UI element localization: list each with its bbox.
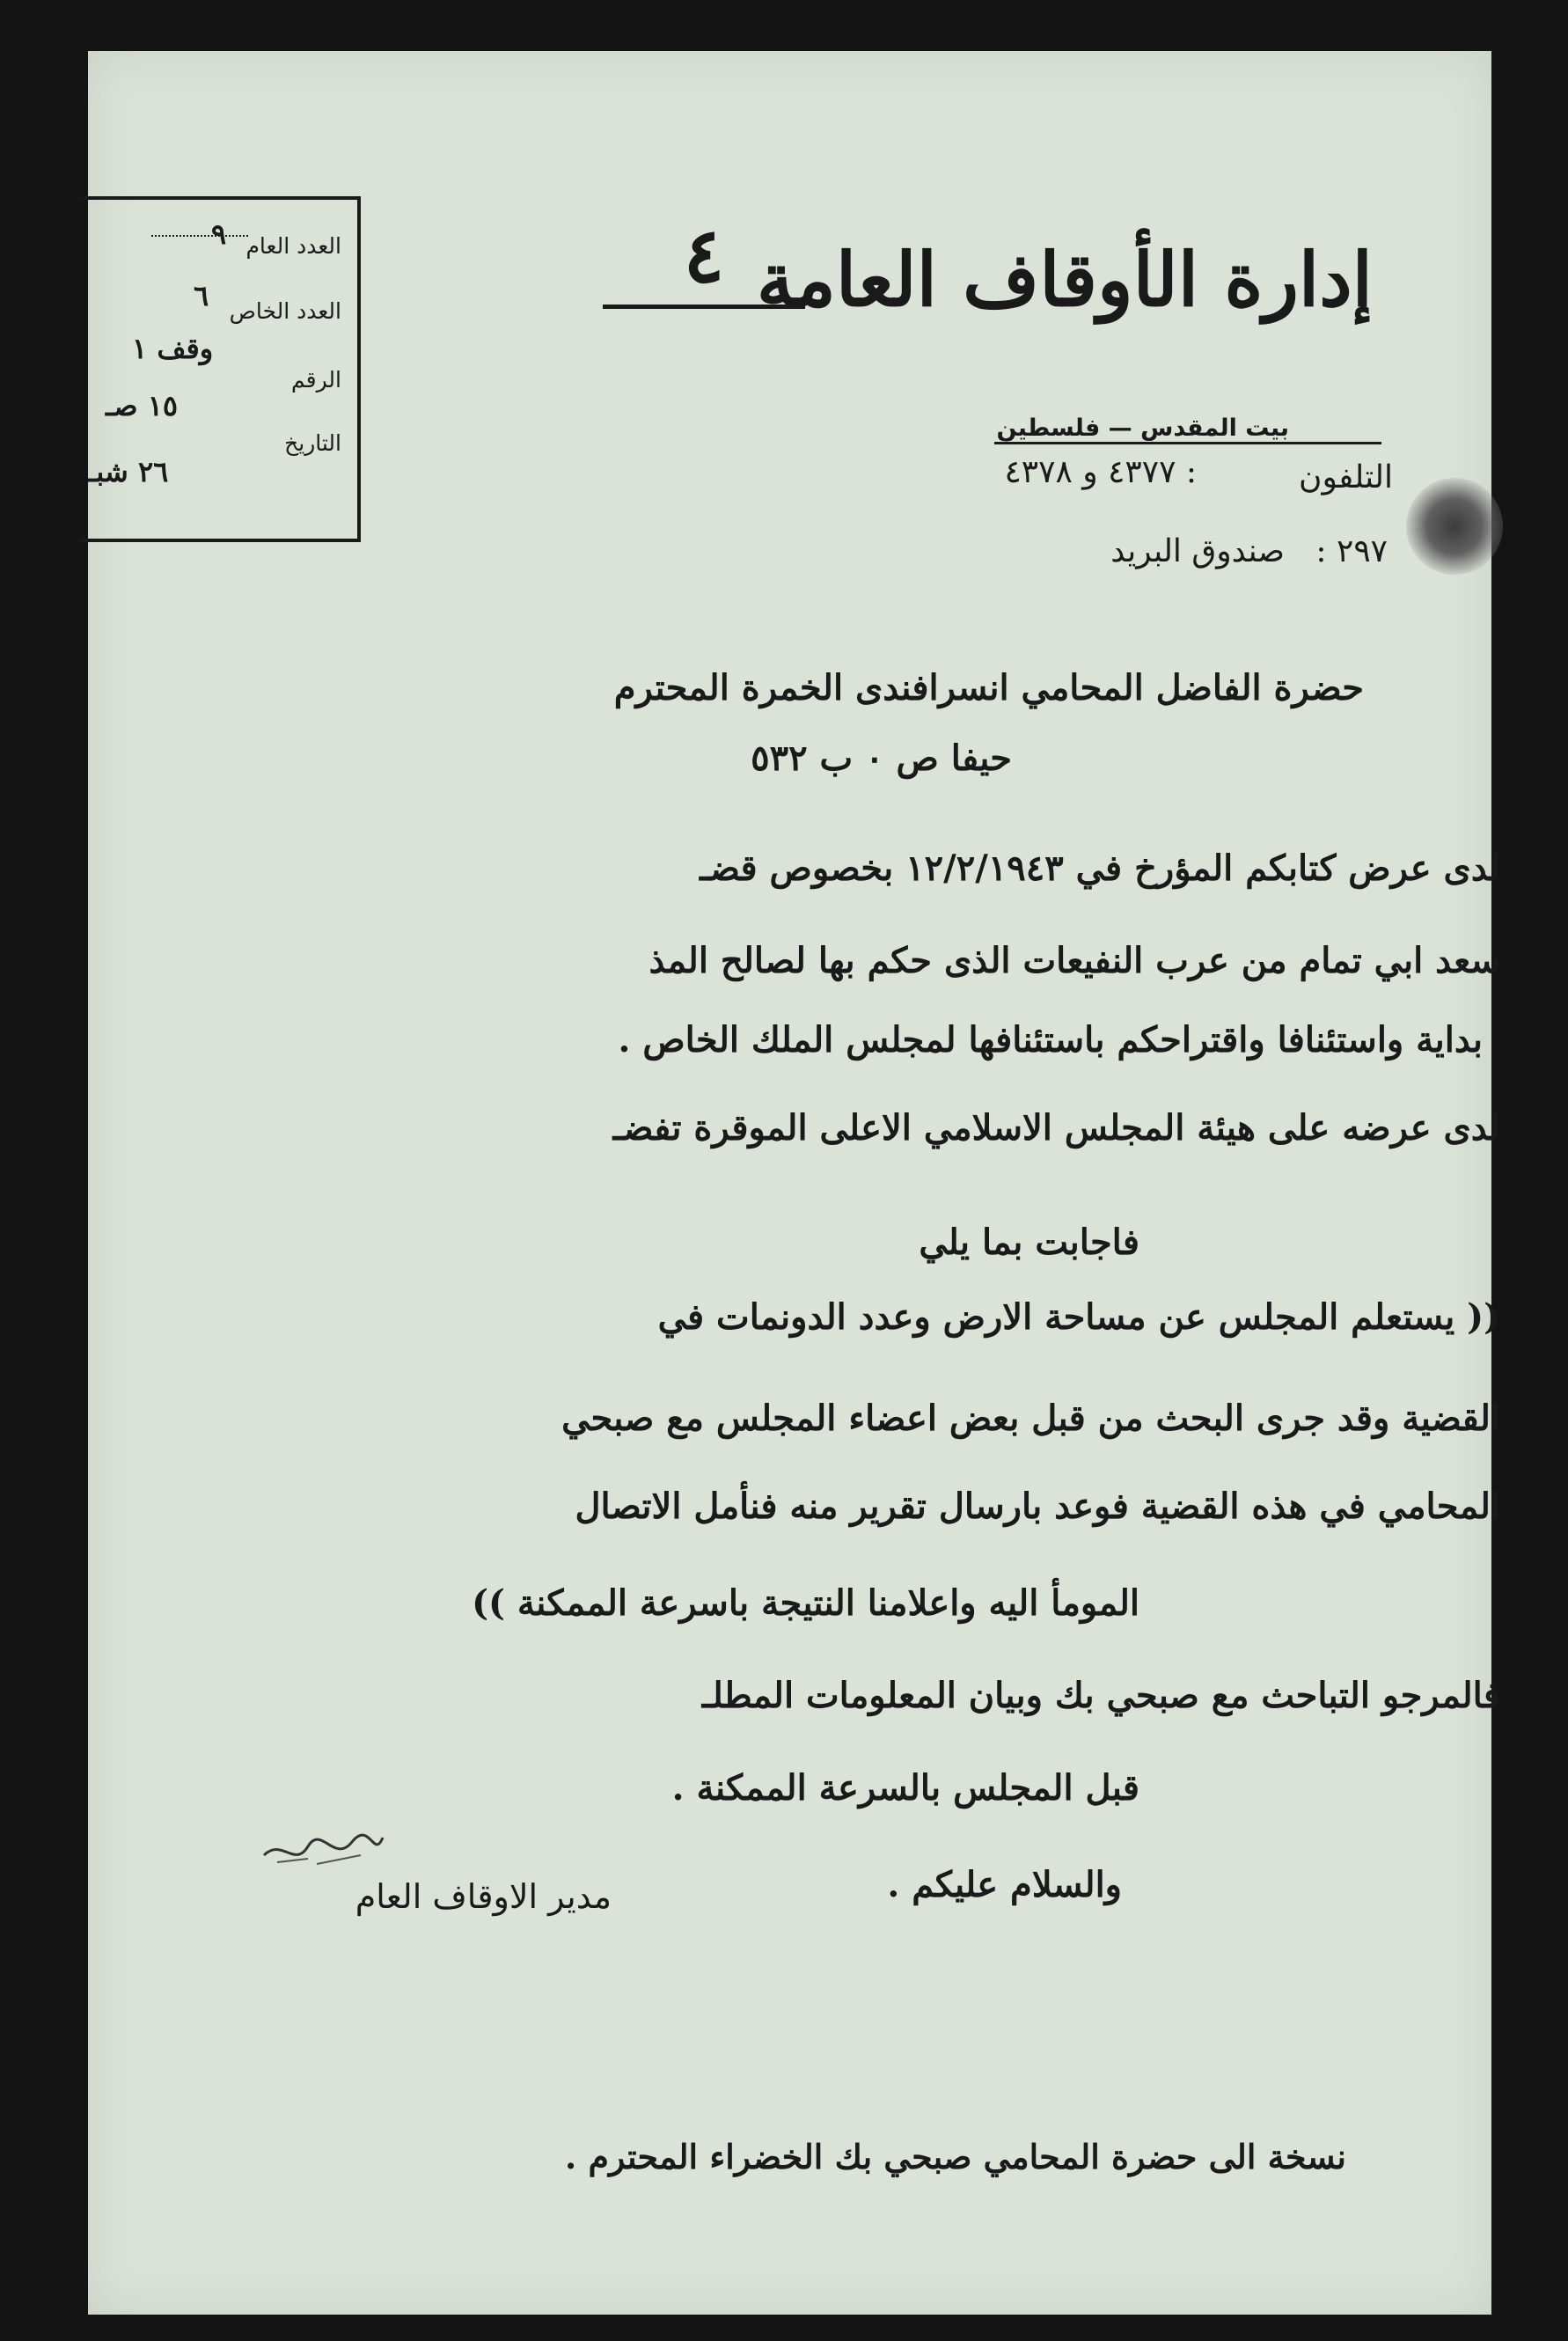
signature-title: مدير الاوقاف العام (355, 1877, 612, 1916)
date-value-day: ١٥ صـ (106, 389, 179, 422)
phone-label: التلفون (1299, 459, 1393, 495)
body-line: المومأ اليه واعلامنا النتيجة باسرعة الممكنة )) (472, 1582, 1139, 1624)
signature-scribble (255, 1820, 387, 1873)
special-number-value: ٦ (194, 279, 209, 312)
reference-stamp-box (79, 196, 361, 542)
special-number-label: العدد الخاص (229, 298, 341, 324)
date-label: التاريخ (284, 430, 341, 456)
date-value-month: ٢٦ شبـ (88, 455, 169, 488)
number-label: الرقم (291, 367, 341, 393)
body-line: فالمرجو التباحث مع صبحي بك وبيان المعلومات المطلـ (701, 1675, 1500, 1716)
closing-line: والسلام عليكم . (887, 1864, 1122, 1905)
body-line: (( يستعلم المجلس عن مساحة الارض وعدد الدونمات في (657, 1296, 1500, 1338)
recipient-line-2: حيفا ص ٠ ب ٥٣٢ (751, 738, 1012, 779)
recipient-line-1: حضرة الفاضل المحامي انسرافندى الخمرة المحترم (613, 667, 1364, 708)
organization-name: إدارة الأوقاف العامة (756, 236, 1373, 323)
body-line: القضية وقد جرى البحث من قبل بعض اعضاء المجلس مع صبحي (561, 1398, 1500, 1439)
general-number-value: ٩ (211, 217, 227, 251)
body-line: المحامي في هذه القضية فوعد بارسال تقرير منه فنأمل الاتصال (575, 1486, 1500, 1527)
body-line: بداية واستئنافا واقتراحكم باستئنافها لمجلس الملك الخاص . (618, 1019, 1483, 1060)
copy-to-line: نسخة الى حضرة المحامي صبحي بك الخضراء المحترم . (565, 2137, 1346, 2176)
phone-value: : ٤٣٧٧ و ٤٣٧٨ (1004, 454, 1197, 490)
number-value: وقف ١ (132, 332, 214, 365)
body-line: سعد ابي تمام من عرب النفيعات الذى حكم بها لصالح المذ (648, 940, 1500, 981)
organization-location: بيت المقدس — فلسطين (996, 415, 1289, 442)
body-line: لدى عرض كتابكم المؤرخ في ١٢/٢/١٩٤٣ بخصوص قضـ (700, 848, 1500, 889)
body-line: لدى عرضه على هيئة المجلس الاسلامي الاعلى الموقرة تفضـ (612, 1107, 1500, 1148)
pobox-value: : ٢٩٧ (1315, 533, 1388, 569)
ink-blot (1406, 478, 1503, 575)
body-line: فاجابت بما يلي (919, 1222, 1139, 1263)
letter-page (88, 51, 1500, 2315)
body-line: قبل المجلس بالسرعة الممكنة . (671, 1767, 1139, 1809)
pobox-label: صندوق البريد (1110, 533, 1285, 569)
letterhead-rule (994, 442, 1381, 444)
general-number-dots (151, 235, 248, 237)
general-number-label: العدد العام (245, 233, 341, 259)
page-mark-number: ٤ (683, 211, 725, 300)
